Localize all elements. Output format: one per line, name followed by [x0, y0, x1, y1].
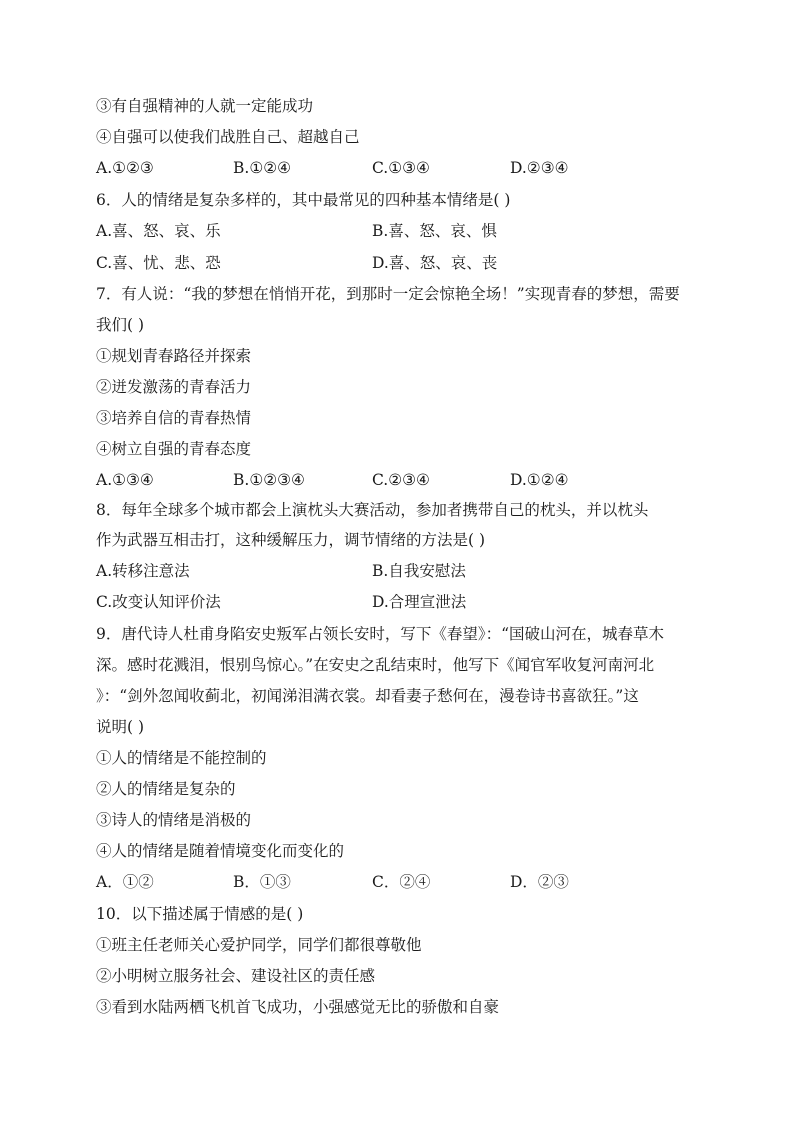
- q7-item-3: ③培养自信的青春热情: [96, 409, 252, 427]
- q7-option-a: A.①③④: [96, 471, 154, 489]
- q5-option-b: B.①②④: [233, 159, 292, 177]
- q8-option-c: C.改变认知评价法: [96, 593, 221, 611]
- q9-stem-1: 9．唐代诗人杜甫身陷安史叛军占领长安时，写下《春望》：“国破山河在，城春草木: [96, 625, 665, 643]
- q8-stem-1: 8．每年全球多个城市都会上演枕头大赛活动，参加者携带自己的枕头，并以枕头: [96, 501, 649, 519]
- q9-item-1: ①人的情绪是不能控制的: [96, 749, 267, 767]
- q5-item-4: ④自强可以使我们战胜自己、超越自己: [96, 128, 360, 146]
- q10-item-1: ①班主任老师关心爱护同学，同学们都很尊敬他: [96, 936, 422, 954]
- q6-option-c: C.喜、忧、悲、恐: [96, 254, 221, 272]
- q5-option-a: A.①②③: [96, 159, 154, 177]
- q5-item-3: ③有自强精神的人就一定能成功: [96, 97, 314, 115]
- q8-stem-2: 作为武器互相击打，这种缓解压力，调节情绪的方法是( ): [96, 531, 486, 549]
- q9-item-4: ④人的情绪是随着情境变化而变化的: [96, 842, 345, 860]
- q9-item-2: ②人的情绪是复杂的: [96, 780, 236, 798]
- q9-option-b: B．①③: [233, 873, 291, 891]
- q6-stem: 6．人的情绪是复杂多样的，其中最常见的四种基本情绪是( ): [96, 191, 511, 209]
- q7-option-c: C.②③④: [372, 471, 430, 489]
- q5-option-d: D.②③④: [510, 159, 569, 177]
- q7-option-b: B.①②③④: [233, 471, 305, 489]
- q7-item-4: ④树立自强的青春态度: [96, 440, 252, 458]
- q6-option-b: B.喜、怒、哀、惧: [372, 222, 497, 240]
- q9-stem-3: 》：“剑外忽闻收蓟北，初闻涕泪满衣裳。却看妻子愁何在，漫卷诗书喜欲狂。”这: [96, 687, 639, 705]
- q9-option-a: A．①②: [96, 873, 154, 891]
- q8-option-b: B.自我安慰法: [372, 562, 466, 580]
- q10-item-3: ③看到水陆两栖飞机首飞成功，小强感觉无比的骄傲和自豪: [96, 998, 500, 1016]
- q7-item-1: ①规划青春路径并探索: [96, 347, 252, 365]
- q6-option-a: A.喜、怒、哀、乐: [96, 222, 221, 240]
- q10-item-2: ②小明树立服务社会、建设社区的责任感: [96, 967, 376, 985]
- q10-stem: 10．以下描述属于情感的是( ): [96, 905, 304, 923]
- q6-option-d: D.喜、怒、哀、丧: [372, 254, 498, 272]
- q5-option-c: C.①③④: [372, 159, 430, 177]
- q9-stem-2: 深。感时花溅泪，恨别鸟惊心。”在安史之乱结束时，他写下《闻官军收复河南河北: [96, 656, 655, 674]
- q7-option-d: D.①②④: [510, 471, 569, 489]
- q7-item-2: ②迸发激荡的青春活力: [96, 378, 252, 396]
- q9-stem-4: 说明( ): [96, 718, 145, 736]
- q8-option-a: A.转移注意法: [96, 562, 190, 580]
- q9-item-3: ③诗人的情绪是消极的: [96, 811, 252, 829]
- q7-stem-2: 我们( ): [96, 316, 145, 334]
- q9-option-d: D．②③: [510, 873, 569, 891]
- q9-option-c: C．②④: [372, 873, 431, 891]
- q7-stem-1: 7．有人说：“我的梦想在悄悄开花，到那时一定会惊艳全场！”实现青春的梦想，需要: [96, 285, 680, 303]
- q8-option-d: D.合理宣泄法: [372, 593, 467, 611]
